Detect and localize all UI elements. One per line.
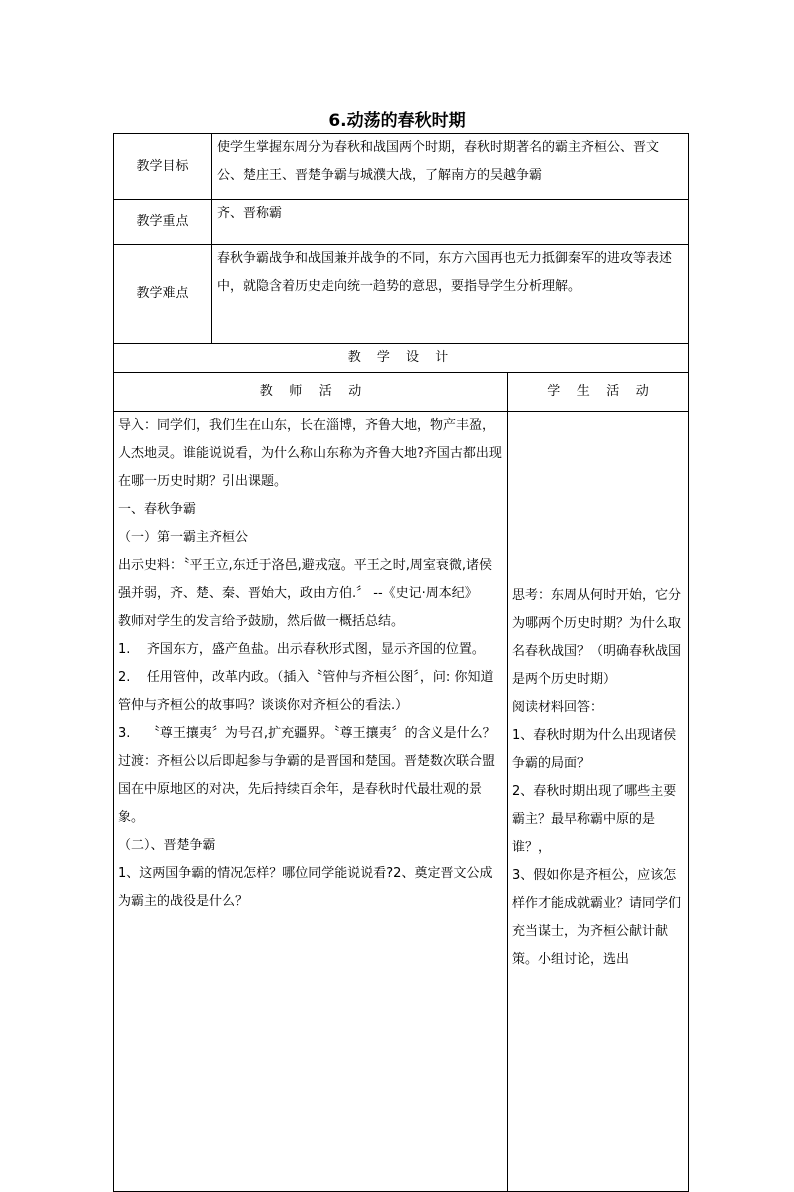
teacher-line: （二）、晋楚争霸	[118, 838, 216, 853]
student-line: 思考：东周从何时开始，它分为哪两个历史时期？为什么取名春秋战国？（明确春秋战国是两个历史时期）	[512, 588, 682, 687]
teacher-line: 一、春秋争霸	[118, 502, 197, 517]
difficulty-row	[114, 245, 689, 344]
key-label: 教学重点	[114, 200, 212, 245]
page-title: 6.动荡的春秋时期	[328, 111, 466, 131]
teacher-line: 教师对学生的发言给予鼓励，然后做一概括总结。	[118, 614, 405, 629]
teacher-activity-cell	[114, 412, 508, 1192]
student-column-header: 学 生 活 动	[508, 373, 689, 412]
design-header: 教 学 设 计	[114, 344, 689, 373]
activity-row	[114, 412, 689, 1192]
student-line: 3、假如你是齐桓公，应该怎样作才能成就霸业？请同学们充当谋士，为齐桓公献计献策。小组讨论，选出	[512, 868, 682, 967]
key-row	[114, 200, 689, 245]
design-row	[114, 344, 689, 373]
difficulty-label: 教学难点	[114, 245, 212, 344]
teacher-line: 过渡：齐桓公以后即起参与争霸的是晋国和楚国。晋楚数次联合盟国在中原地区的对决，先后持续百余年，是春秋时代最壮观的景象。	[118, 754, 496, 825]
teacher-column-header: 教 师 活 动	[114, 373, 508, 412]
lesson-plan-table	[113, 133, 689, 1192]
teacher-line: 3. 〝尊王攘夷〞为号召,扩充疆界。〝尊王攘夷〞的含义是什么？	[118, 726, 496, 741]
student-line: 1、春秋时期为什么出现诸侯争霸的局面？	[512, 728, 677, 771]
student-line: 阅读材料回答：	[512, 700, 604, 715]
key-text: 齐、晋称霸	[212, 200, 689, 245]
teacher-line: 导入：同学们，我们生在山东，长在淄博，齐鲁大地，物产丰盈，人杰地灵。谁能说说看，为什么称山东称为齐鲁大地?齐国古都出现在哪一历史时期？引出课题。	[118, 418, 502, 489]
teacher-line: 1. 齐国东方，盛产鱼盐。出示春秋形式图，显示齐国的位置。	[118, 642, 485, 657]
teacher-line: 出示史料：〝平王立,东迁于洛邑,避戎寇。平王之时,周室衰微,诸侯强并弱，齐、楚、秦、晋始大，政由方伯.〞 --《史记·周本纪》	[118, 558, 493, 601]
student-activity-cell	[508, 412, 689, 1192]
difficulty-text: 春秋争霸战争和战国兼并战争的不同，东方六国再也无力抵御秦军的进攻等表述中，就隐含着历史走向统一趋势的意思，要指导学生分析理解。	[212, 245, 689, 344]
teacher-line: 2. 任用管仲，改革内政。（插入〝管仲与齐桓公图〞，问: 你知道管仲与齐桓公的故事吗？谈谈你对齐桓公的看法.）	[118, 670, 494, 713]
teacher-line: 1、这两国争霸的情况怎样？哪位同学能说说看?2、奠定晋文公成为霸主的战役是什么？	[118, 866, 493, 909]
teacher-line: （一）第一霸主齐桓公	[118, 530, 249, 545]
column-header-row	[114, 373, 689, 412]
student-line: 2、春秋时期出现了哪些主要霸主？最早称霸中原的是谁？，	[512, 784, 677, 855]
goal-label: 教学目标	[114, 134, 212, 200]
goal-text: 使学生掌握东周分为春秋和战国两个时期，春秋时期著名的霸主齐桓公、晋文公、楚庄王、晋楚争霸与城濮大战，了解南方的吴越争霸	[212, 134, 689, 200]
goal-row	[114, 134, 689, 200]
